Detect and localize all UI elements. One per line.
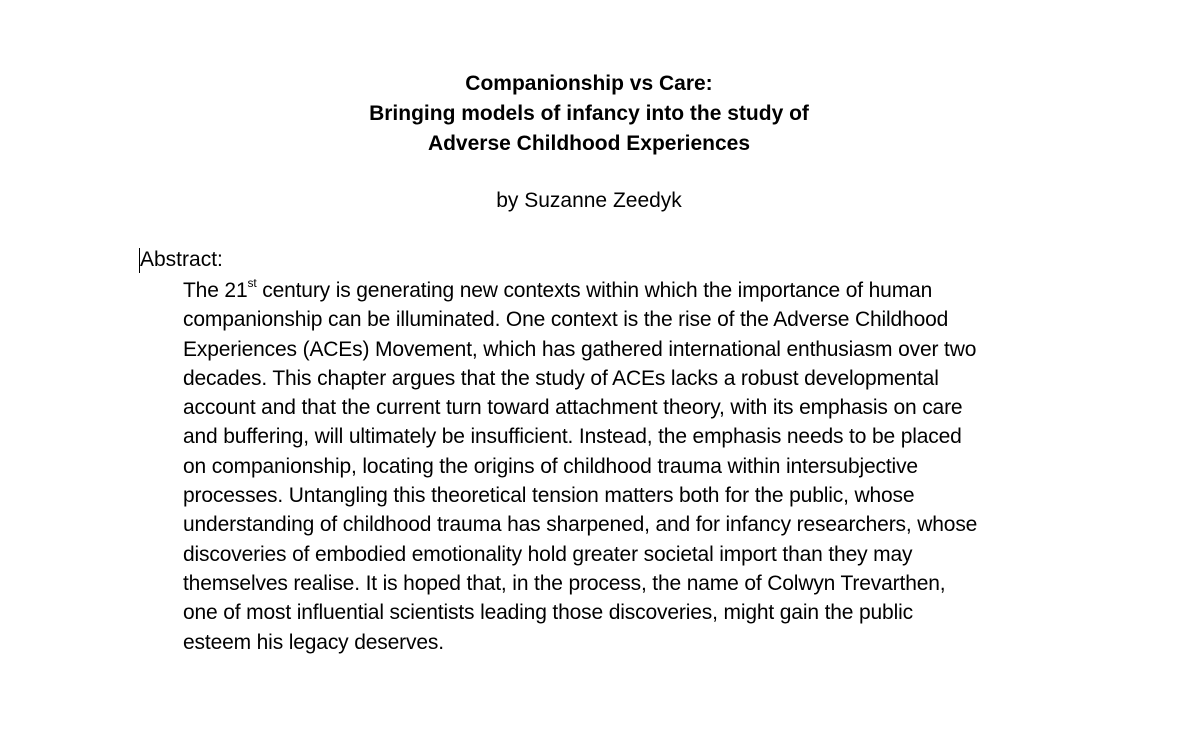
abstract-line: processes. Untangling this theoretical tension matters both for the public, whose: [183, 484, 915, 508]
abstract-first-line-prefix: The 21: [183, 279, 248, 302]
author-byline: by Suzanne Zeedyk: [496, 189, 682, 212]
ordinal-superscript: st: [247, 276, 257, 290]
abstract-body[interactable]: [183, 276, 1043, 657]
abstract-line: and buffering, will ultimately be insufficient. Instead, the emphasis needs to be placed: [183, 425, 962, 449]
title-line-1: Companionship vs Care:: [465, 72, 713, 95]
abstract-line: account and that the current turn toward attachment theory, with its emphasis on care: [183, 396, 963, 420]
abstract-line: Experiences (ACEs) Movement, which has gathered international enthusiasm over two: [183, 337, 977, 361]
abstract-line: decades. This chapter argues that the study of ACEs lacks a robust developmental: [183, 366, 939, 390]
abstract-line: esteem his legacy deserves.: [183, 630, 444, 654]
abstract-heading: Abstract:: [140, 248, 223, 271]
abstract-line: one of most influential scientists leading those discoveries, might gain the public: [183, 601, 913, 625]
abstract-line: [183, 276, 1043, 305]
abstract-line: on companionship, locating the origins of childhood trauma within intersubjective: [183, 454, 918, 478]
abstract-line: companionship can be illuminated. One context is the rise of the Adverse Childhood: [183, 308, 949, 332]
title-line-3: Adverse Childhood Experiences: [427, 132, 751, 155]
abstract-line: understanding of childhood trauma has sharpened, and for infancy researchers, whose: [183, 513, 978, 537]
abstract-line: themselves realise. It is hoped that, in the process, the name of Colwyn Trevarthen,: [183, 571, 946, 595]
document-title: [0, 69, 1178, 159]
title-line-2: Bringing models of infancy into the study of: [369, 102, 809, 125]
abstract-first-line-suffix: century is generating new contexts within which the importance of human: [256, 279, 933, 302]
abstract-line: discoveries of embodied emotionality hold greater societal import than they may: [183, 542, 913, 566]
